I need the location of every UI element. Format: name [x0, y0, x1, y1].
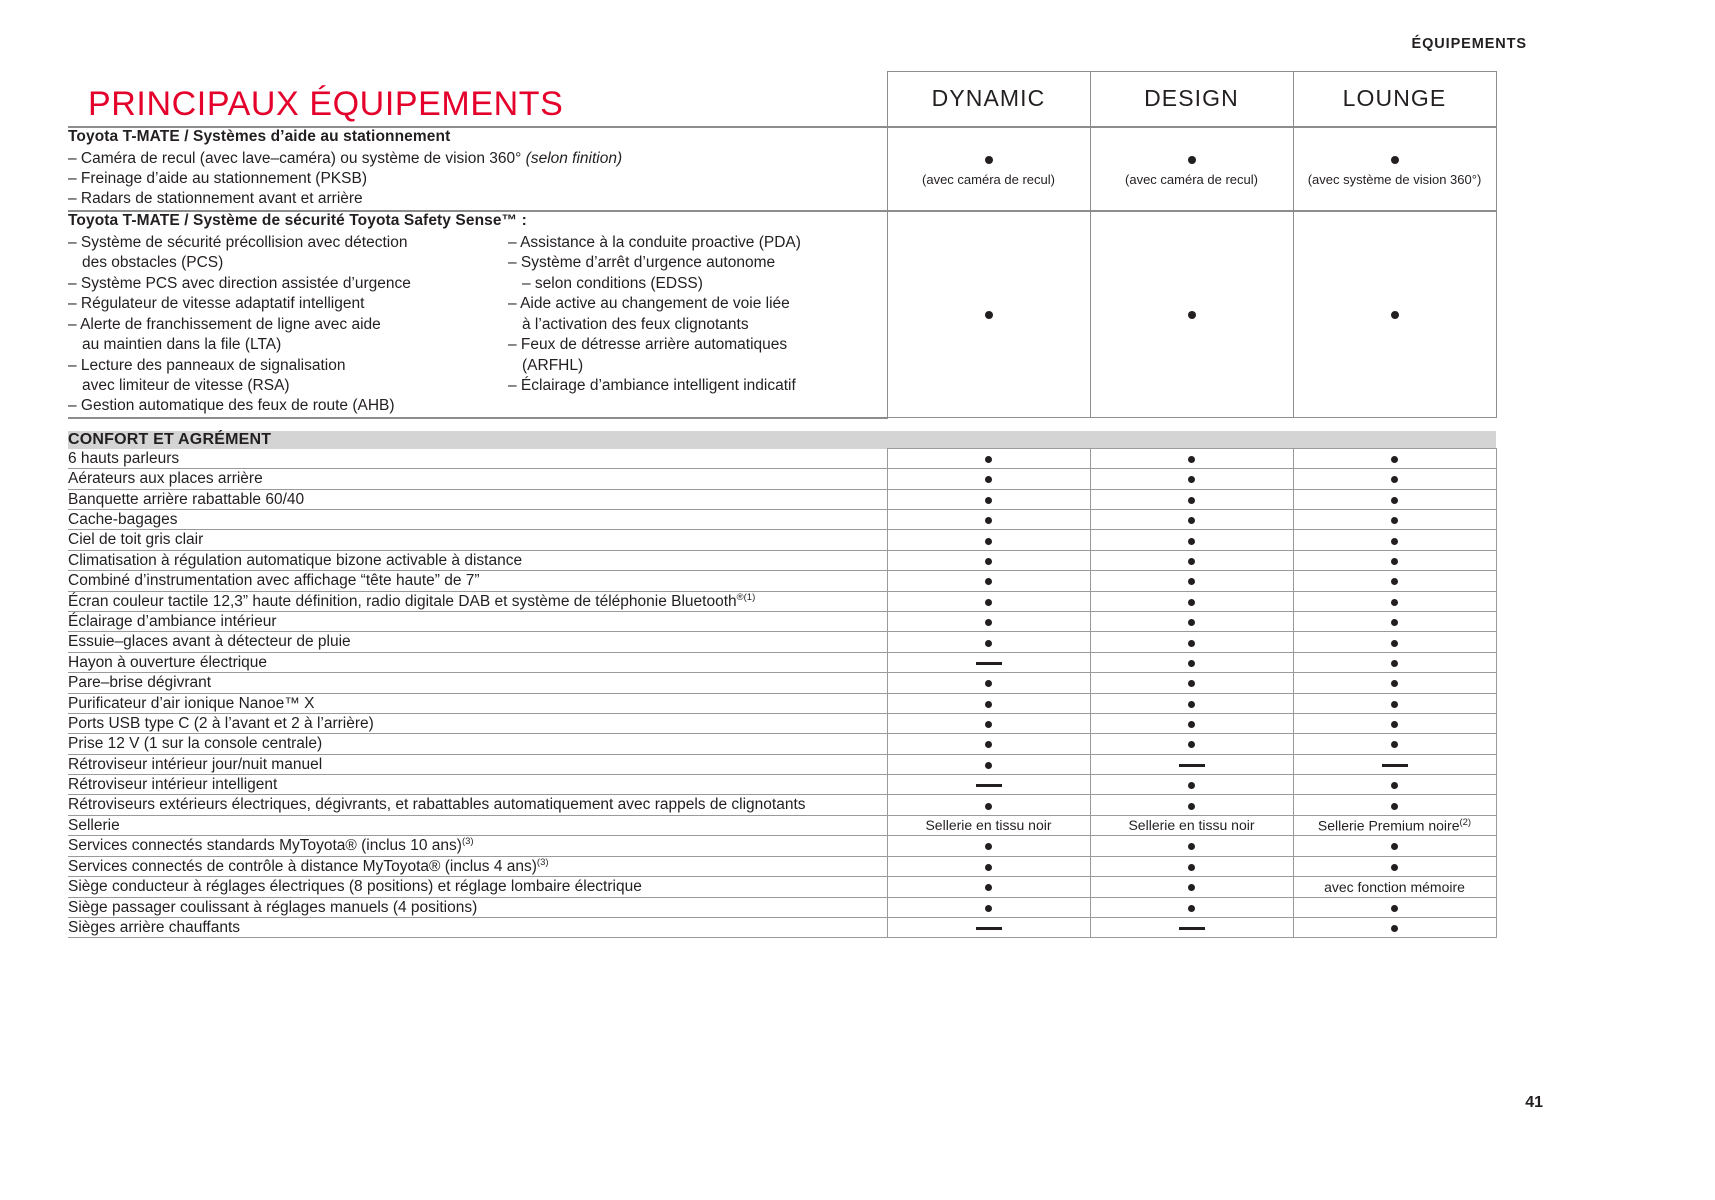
bullet-dot-icon [1188, 456, 1195, 463]
section-band-label: CONFORT ET AGRÉMENT [68, 431, 887, 449]
row-value-lounge [1293, 918, 1496, 938]
row-value-dynamic [887, 591, 1090, 612]
safety-right-line-5: à l’activation des feux clignotants [522, 315, 749, 333]
table-row [68, 489, 1496, 509]
row-value-design [1090, 856, 1293, 877]
bullet-dot-icon [1391, 741, 1398, 748]
row-value-lounge [1293, 897, 1496, 917]
row-label: Sellerie [68, 815, 887, 835]
row-value-dynamic [887, 489, 1090, 509]
block-parking-aid-value-design [1090, 127, 1293, 211]
row-value-design [1090, 632, 1293, 652]
row-value-design [1090, 918, 1293, 938]
table-row [68, 612, 1496, 632]
bullet-dot-icon [1188, 782, 1195, 789]
bullet-dot-icon [1188, 517, 1195, 524]
row-value-dynamic [887, 918, 1090, 938]
bullet-dot-icon [1391, 721, 1398, 728]
row-value-dynamic [887, 652, 1090, 672]
row-value-dynamic [887, 795, 1090, 815]
bullet-dot-icon [1188, 311, 1196, 319]
bullet-dot-icon [985, 741, 992, 748]
row-label: Rétroviseurs extérieurs électriques, dégivrants, et rabattables automatiquement avec rappels de clignotants [68, 795, 887, 815]
bullet-dot-icon [1391, 803, 1398, 810]
bullet-dot-icon [1188, 558, 1195, 565]
table-row [68, 815, 1496, 835]
row-value-dynamic [887, 754, 1090, 774]
row-value-design [1090, 550, 1293, 570]
row-label: Écran couleur tactile 12,3” haute définition, radio digitale DAB et système de téléphonie Bluetooth$^{®(1)}$ [68, 591, 887, 612]
row-value-footnote: (2) [1459, 816, 1472, 828]
block-safety-sense-left-column [68, 233, 460, 417]
row-value-design [1090, 673, 1293, 693]
bullet-dot-icon [985, 701, 992, 708]
bullet-dot-icon [1391, 843, 1398, 850]
row-label: Essuie–glaces avant à détecteur de pluie [68, 632, 887, 652]
bullet-dot-icon [985, 619, 992, 626]
safety-right-line-8: – Éclairage d’ambiance intelligent indicatif [508, 377, 796, 395]
table-row [68, 571, 1496, 591]
block-safety-sense-right-column [508, 233, 868, 417]
row-value-lounge [1293, 856, 1496, 877]
row-label: Prise 12 V (1 sur la console centrale) [68, 734, 887, 754]
row-label: Pare–brise dégivrant [68, 673, 887, 693]
row-label: Cache-bagages [68, 510, 887, 530]
row-label: Éclairage d’ambiance intérieur [68, 612, 887, 632]
row-label: Services connectés standards MyToyota® (inclus 10 ans)$^{(3)}$ [68, 836, 887, 857]
bullet-dot-icon [1391, 599, 1398, 606]
bullet-dot-icon [1391, 864, 1398, 871]
bullet-dot-icon [985, 843, 992, 850]
table-row [68, 836, 1496, 857]
block-parking-aid-line-1-text: – Caméra de recul (avec lave–caméra) ou système de vision 360° [68, 149, 522, 167]
row-value-lounge [1293, 591, 1496, 612]
row-value-dynamic [887, 693, 1090, 713]
table-row [68, 673, 1496, 693]
bullet-dot-icon [1391, 517, 1398, 524]
not-available-dash-icon [976, 662, 1002, 665]
row-label: Ports USB type C (2 à l’avant et 2 à l’arrière) [68, 713, 887, 733]
page-title: PRINCIPAUX ÉQUIPEMENTS [88, 85, 564, 123]
row-value-lounge [1293, 734, 1496, 754]
bullet-dot-icon [1391, 640, 1398, 647]
row-value-design [1090, 713, 1293, 733]
row-value-design [1090, 693, 1293, 713]
row-label: Purificateur d’air ionique Nanoe™ X [68, 693, 887, 713]
column-header-lounge: LOUNGE [1293, 72, 1496, 127]
block-safety-sense-title: Toyota T-MATE / Système de sécurité Toyota Safety Sense™ : [68, 211, 527, 229]
block-parking-aid-note-dynamic: (avec caméra de recul) [922, 171, 1055, 187]
bullet-dot-icon [1391, 311, 1399, 319]
safety-right-line-7: (ARFHL) [522, 356, 584, 374]
section-band-lounge [1293, 431, 1496, 449]
bullet-dot-icon [1188, 905, 1195, 912]
table-row [68, 510, 1496, 530]
bullet-dot-icon [1188, 538, 1195, 545]
row-value-lounge [1293, 550, 1496, 570]
bullet-dot-icon [985, 640, 992, 647]
row-value-dynamic [887, 713, 1090, 733]
equipment-table-wrapper [68, 71, 1496, 938]
table-row [68, 469, 1496, 489]
table-row [68, 693, 1496, 713]
row-value-design [1090, 652, 1293, 672]
table-row [68, 591, 1496, 612]
bullet-dot-icon [985, 762, 992, 769]
block-parking-aid-line-3: – Radars de stationnement avant et arrière [68, 190, 363, 208]
row-value-design: Sellerie en tissu noir [1090, 815, 1293, 835]
section-gap-design [1090, 418, 1293, 431]
block-safety-sense-description [68, 211, 887, 418]
bullet-dot-icon [1188, 156, 1196, 164]
block-parking-aid-value-dynamic [887, 127, 1090, 211]
row-label-footnote: ®(1) [736, 591, 756, 603]
table-row [68, 856, 1496, 877]
bullet-dot-icon [985, 456, 992, 463]
row-value-lounge [1293, 571, 1496, 591]
block-safety-sense-value-design [1090, 211, 1293, 418]
table-header-row [68, 72, 1496, 127]
bullet-dot-icon [985, 578, 992, 585]
safety-left-line-5: – Alerte de franchissement de ligne avec aide [68, 315, 381, 333]
section-gap [68, 418, 887, 431]
bullet-dot-icon [985, 311, 993, 319]
row-label: Ciel de toit gris clair [68, 530, 887, 550]
bullet-dot-icon [1188, 884, 1195, 891]
row-label: Banquette arrière rabattable 60/40 [68, 489, 887, 509]
bullet-dot-icon [1391, 925, 1398, 932]
bullet-dot-icon [1188, 741, 1195, 748]
section-gap-dynamic [887, 418, 1090, 431]
block-parking-aid-value-lounge [1293, 127, 1496, 211]
bullet-dot-icon [1188, 497, 1195, 504]
bullet-dot-icon [985, 517, 992, 524]
bullet-dot-icon [1188, 864, 1195, 871]
not-available-dash-icon [976, 784, 1002, 787]
section-band-dynamic [887, 431, 1090, 449]
table-row [68, 795, 1496, 815]
row-value-lounge [1293, 713, 1496, 733]
bullet-dot-icon [1188, 578, 1195, 585]
bullet-dot-icon [1188, 701, 1195, 708]
row-label: Rétroviseur intérieur jour/nuit manuel [68, 754, 887, 774]
row-value-design [1090, 612, 1293, 632]
row-value-design [1090, 449, 1293, 469]
bullet-dot-icon [1391, 782, 1398, 789]
bullet-dot-icon [1391, 578, 1398, 585]
header-spacer [68, 72, 887, 127]
bullet-dot-icon [1188, 660, 1195, 667]
row-value-dynamic [887, 775, 1090, 795]
bullet-dot-icon [985, 599, 992, 606]
row-value-lounge [1293, 632, 1496, 652]
table-row [68, 713, 1496, 733]
row-value-dynamic [887, 877, 1090, 897]
bullet-dot-icon [1391, 497, 1398, 504]
block-parking-aid-note-lounge: (avec système de vision 360°) [1307, 171, 1482, 187]
row-value-design [1090, 530, 1293, 550]
bullet-dot-icon [985, 558, 992, 565]
safety-right-line-6: – Feux de détresse arrière automatiques [508, 336, 788, 354]
table-row [68, 550, 1496, 570]
running-head: ÉQUIPEMENTS [1411, 36, 1527, 52]
safety-left-line-3: – Système PCS avec direction assistée d’urgence [68, 274, 411, 292]
column-header-dynamic: DYNAMIC [887, 72, 1090, 127]
bullet-dot-icon [1188, 803, 1195, 810]
table-row [68, 754, 1496, 774]
row-value-design [1090, 510, 1293, 530]
row-label: Combiné d’instrumentation avec affichage “tête haute” de 7” [68, 571, 887, 591]
section-band-design [1090, 431, 1293, 449]
safety-right-line-1: – Assistance à la conduite proactive (PDA) [508, 233, 801, 251]
row-value-dynamic: Sellerie en tissu noir [887, 815, 1090, 835]
row-value-dynamic [887, 510, 1090, 530]
row-value-dynamic [887, 449, 1090, 469]
bullet-dot-icon [985, 803, 992, 810]
block-parking-aid-title: Toyota T-MATE / Systèmes d’aide au stationnement [68, 127, 451, 145]
equipment-rows [68, 449, 1496, 938]
row-value-design [1090, 836, 1293, 857]
row-value-lounge [1293, 795, 1496, 815]
table-row [68, 897, 1496, 917]
equipment-table [68, 71, 1497, 938]
row-value-lounge: Sellerie Premium noire$^{(2)}$ [1293, 815, 1496, 835]
bullet-dot-icon [1188, 599, 1195, 606]
row-value-design [1090, 754, 1293, 774]
table-row [68, 632, 1496, 652]
row-value-dynamic [887, 673, 1090, 693]
row-value-lounge [1293, 612, 1496, 632]
row-value-lounge [1293, 652, 1496, 672]
bullet-dot-icon [1391, 619, 1398, 626]
bullet-dot-icon [1391, 456, 1398, 463]
table-row [68, 877, 1496, 897]
block-parking-aid-line-1-italic: (selon finition) [525, 149, 623, 167]
page-number: 41 [1525, 1094, 1543, 1111]
table-row [68, 775, 1496, 795]
bullet-dot-icon [1391, 660, 1398, 667]
bullet-dot-icon [985, 884, 992, 891]
not-available-dash-icon [1179, 764, 1205, 767]
bullet-dot-icon [1391, 905, 1398, 912]
column-header-design: DESIGN [1090, 72, 1293, 127]
safety-left-line-1: – Système de sécurité précollision avec détection [68, 233, 408, 251]
row-label: Climatisation à régulation automatique bizone activable à distance [68, 550, 887, 570]
bullet-dot-icon [1188, 619, 1195, 626]
row-value-design [1090, 469, 1293, 489]
bullet-dot-icon [1188, 640, 1195, 647]
safety-left-line-6: au maintien dans la file (LTA) [82, 336, 282, 354]
safety-left-line-9: – Gestion automatique des feux de route (AHB) [68, 397, 395, 415]
bullet-dot-icon [985, 864, 992, 871]
row-value-lounge [1293, 754, 1496, 774]
row-value-dynamic [887, 897, 1090, 917]
bullet-dot-icon [1188, 680, 1195, 687]
block-safety-sense-columns [68, 233, 887, 417]
row-label-footnote: (3) [536, 856, 549, 868]
row-value-design [1090, 591, 1293, 612]
row-label: 6 hauts parleurs [68, 449, 887, 469]
row-value-dynamic [887, 530, 1090, 550]
table-row [68, 918, 1496, 938]
section-gap-lounge [1293, 418, 1496, 431]
row-value-dynamic [887, 469, 1090, 489]
row-value-dynamic [887, 571, 1090, 591]
row-label: Siège conducteur à réglages électriques (8 positions) et réglage lombaire électrique [68, 877, 887, 897]
row-label: Sièges arrière chauffants [68, 918, 887, 938]
not-available-dash-icon [976, 927, 1002, 930]
row-value-lounge: avec fonction mémoire [1293, 877, 1496, 897]
row-label-footnote: (3) [461, 836, 474, 848]
row-value-lounge [1293, 673, 1496, 693]
bullet-dot-icon [985, 905, 992, 912]
row-value-design [1090, 734, 1293, 754]
safety-left-line-7: – Lecture des panneaux de signalisation [68, 356, 346, 374]
row-value-dynamic [887, 856, 1090, 877]
row-value-lounge [1293, 693, 1496, 713]
not-available-dash-icon [1179, 927, 1205, 930]
table-row [68, 530, 1496, 550]
bullet-dot-icon [1391, 476, 1398, 483]
bullet-dot-icon [1188, 476, 1195, 483]
safety-left-line-2: des obstacles (PCS) [82, 254, 224, 272]
bullet-dot-icon [1391, 538, 1398, 545]
safety-left-line-8: avec limiteur de vitesse (RSA) [82, 377, 290, 395]
bullet-dot-icon [985, 156, 993, 164]
row-value-design [1090, 877, 1293, 897]
bullet-dot-icon [1391, 701, 1398, 708]
section-band-row [68, 431, 1496, 449]
block-safety-sense-value-lounge [1293, 211, 1496, 418]
bullet-dot-icon [985, 476, 992, 483]
bullet-dot-icon [985, 721, 992, 728]
row-label: Aérateurs aux places arrière [68, 469, 887, 489]
safety-left-line-4: – Régulateur de vitesse adaptatif intelligent [68, 295, 365, 313]
row-value-lounge [1293, 530, 1496, 550]
row-label: Hayon à ouverture électrique [68, 652, 887, 672]
row-label: Rétroviseur intérieur intelligent [68, 775, 887, 795]
bullet-dot-icon [1188, 843, 1195, 850]
safety-right-line-3: – selon conditions (EDSS) [522, 274, 703, 292]
row-value-lounge [1293, 836, 1496, 857]
bullet-dot-icon [1391, 156, 1399, 164]
row-value-lounge [1293, 775, 1496, 795]
row-value-design [1090, 571, 1293, 591]
row-value-dynamic [887, 632, 1090, 652]
row-label: Services connectés de contrôle à distance MyToyota® (inclus 4 ans)$^{(3)}$ [68, 856, 887, 877]
bullet-dot-icon [1391, 558, 1398, 565]
row-value-dynamic [887, 836, 1090, 857]
bullet-dot-icon [1188, 721, 1195, 728]
block-parking-aid-description [68, 127, 887, 211]
bullet-dot-icon [1391, 680, 1398, 687]
table-row [68, 449, 1496, 469]
row-value-design [1090, 489, 1293, 509]
block-parking-aid-line-2: – Freinage d’aide au stationnement (PKSB) [68, 169, 367, 187]
not-available-dash-icon [1382, 764, 1408, 767]
safety-right-line-2: – Système d’arrêt d’urgence autonome [508, 254, 776, 272]
table-row [68, 734, 1496, 754]
block-row-parking-aid [68, 127, 1496, 211]
row-value-lounge [1293, 449, 1496, 469]
table-row [68, 652, 1496, 672]
row-value-design [1090, 775, 1293, 795]
row-value-dynamic [887, 612, 1090, 632]
row-value-design [1090, 897, 1293, 917]
row-value-design [1090, 795, 1293, 815]
block-parking-aid-note-design: (avec caméra de recul) [1125, 171, 1258, 187]
row-value-dynamic [887, 734, 1090, 754]
bullet-dot-icon [985, 680, 992, 687]
safety-right-line-4: – Aide active au changement de voie liée [508, 295, 790, 313]
row-value-lounge [1293, 489, 1496, 509]
row-value-dynamic [887, 550, 1090, 570]
section-gap-row [68, 418, 1496, 431]
block-parking-aid-line-1 [68, 149, 887, 169]
bullet-dot-icon [985, 497, 992, 504]
block-safety-sense-value-dynamic [887, 211, 1090, 418]
row-label: Siège passager coulissant à réglages manuels (4 positions) [68, 897, 887, 917]
row-value-lounge [1293, 510, 1496, 530]
block-row-safety-sense [68, 211, 1496, 418]
bullet-dot-icon [985, 538, 992, 545]
row-value-lounge [1293, 469, 1496, 489]
